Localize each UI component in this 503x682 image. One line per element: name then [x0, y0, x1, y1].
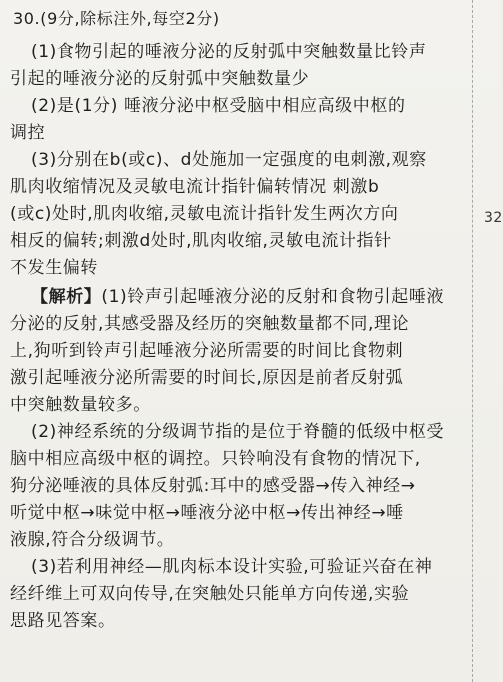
analysis-line-13: 思路见答案。: [10, 611, 116, 631]
analysis-line-4: 激引起唾液分泌所需要的时间长,原因是前者反射弧: [10, 368, 404, 388]
analysis-line-11: (3)若利用神经—肌肉标本设计实验,可验证兴奋在神: [31, 557, 433, 577]
analysis-line-7: 脑中相应高级中枢的调控。只铃响没有食物的情况下,: [10, 449, 421, 469]
answer-line-8: 相反的偏转;刺激d处时,肌肉收缩,灵敏电流计指针: [10, 231, 392, 251]
analysis-line-10: 液腺,符合分级调节。: [10, 530, 175, 550]
answer-line-3: (2)是(1分) 唾液分泌中枢受脑中相应高级中枢的: [31, 96, 406, 116]
analysis-line-9: 听觉中枢→味觉中枢→唾液分泌中枢→传出神经→唾: [10, 503, 404, 523]
analysis-prefix: 【解析】: [31, 287, 102, 307]
answer-header: 30.(9分,除标注外,每空2分): [13, 9, 220, 28]
analysis-line-8: 狗分泌唾液的具体反射弧:耳中的感受器→传入神经→: [10, 476, 416, 496]
answer-line-4: 调控: [10, 123, 46, 143]
analysis-line-12: 经纤维上可双向传导,在突触处只能单方向传递,实验: [10, 584, 410, 604]
analysis-line-3: 上,狗听到铃声引起唾液分泌所需要的时间比食物刺: [10, 341, 404, 361]
answer-line-9: 不发生偏转: [10, 258, 98, 278]
answer-line-1: (1)食物引起的唾液分泌的反射弧中突触数量比铃声: [31, 42, 427, 62]
dotted-binding-line: [472, 0, 473, 682]
analysis-line-1-text: (1)铃声引起唾液分泌的反射和食物引起唾液: [101, 287, 445, 307]
answer-line-5: (3)分别在b(或c)、d处施加一定强度的电刺激,观察: [31, 150, 427, 170]
analysis-line-1: [31, 285, 444, 309]
analysis-line-5: 中突触数量较多。: [10, 395, 151, 415]
analysis-line-6: (2)神经系统的分级调节指的是位于脊髓的低级中枢受: [31, 422, 445, 442]
answer-line-7: (或c)处时,肌肉收缩,灵敏电流计指针发生两次方向: [10, 204, 399, 224]
answer-line-2: 引起的唾液分泌的反射弧中突触数量少: [10, 69, 310, 89]
margin-question-number: 32: [484, 210, 503, 226]
analysis-line-2: 分泌的反射,其感受器及经历的突触数量都不同,理论: [10, 314, 410, 334]
answer-line-6: 肌肉收缩情况及灵敏电流计指针偏转情况 刺激b: [10, 177, 380, 197]
